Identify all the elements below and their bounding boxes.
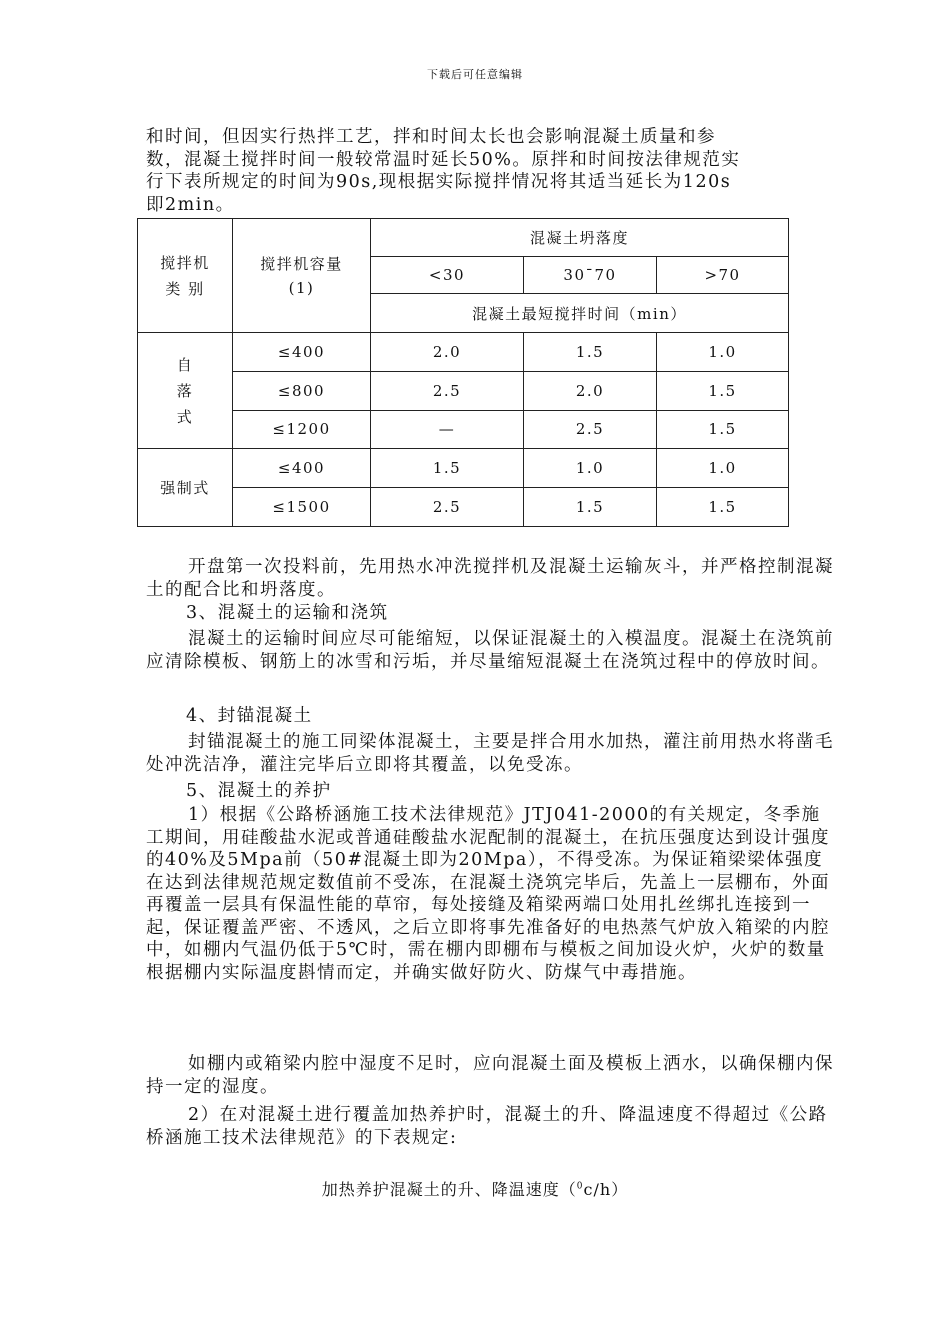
group-forced: 强制式 [138, 449, 233, 527]
intro-line: 数，混凝土搅拌时间一般较常温时延长50%。原拌和时间按法律规范实 [146, 149, 741, 170]
section-heading-curing: 5、混凝土的养护 [186, 781, 332, 801]
time-cell: 1.0 [657, 333, 789, 372]
capacity-cell: ≤800 [233, 371, 371, 410]
header-mixer-capacity: 搅拌机容量 (1) [233, 219, 371, 333]
time-cell: 2.0 [524, 371, 657, 410]
time-cell: 1.5 [371, 449, 524, 488]
mixing-time-table [137, 218, 789, 527]
intro-line: 和时间，但因实行热拌工艺，拌和时间太长也会影响混凝土质量和参 [146, 127, 716, 147]
table-row [138, 333, 789, 372]
table-caption [0, 1177, 950, 1200]
intro-paragraph [146, 126, 836, 216]
header-slump: 混凝土坍落度 [371, 219, 789, 257]
capacity-cell: ≤1500 [233, 488, 371, 527]
capacity-cell: ≤1200 [233, 410, 371, 449]
table-row [138, 410, 789, 449]
caption-suffix: c/h） [583, 1180, 629, 1199]
slump-range: <30 [371, 256, 524, 294]
section-heading-anchor: 4、封锚混凝土 [186, 706, 313, 726]
caption-superscript: 0 [576, 1181, 584, 1192]
table-row [138, 449, 789, 488]
slump-range: 30¯70 [524, 256, 657, 294]
paragraph-curing-humidity: 如棚内或箱梁内腔中湿度不足时，应向混凝土面及模板上洒水，以确保棚内保持一定的湿度。 [146, 1054, 834, 1097]
group-free-fall: 自 落 式 [138, 333, 233, 449]
caption-prefix: 加热养护混凝土的升、降温速度（ [321, 1180, 577, 1199]
time-cell: 2.5 [371, 488, 524, 527]
intro-line: 即2min。 [146, 194, 235, 215]
paragraph-curing-2: 2）在对混凝土进行覆盖加热养护时，混凝土的升、降温速度不得超过《公路桥涵施工技术法律规范》的下表规定: [146, 1105, 828, 1148]
intro-line: 行下表所规定的时间为90s,现根据实际搅拌情况将其适当延长为120s [146, 172, 732, 192]
time-cell: 2.0 [371, 333, 524, 372]
capacity-cell: ≤400 [233, 449, 371, 488]
time-cell: 1.5 [657, 410, 789, 449]
table-row [138, 488, 789, 527]
time-cell: 1.5 [657, 488, 789, 527]
time-cell: 2.5 [371, 371, 524, 410]
header-min-time: 混凝土最短搅拌时间（min） [371, 294, 789, 333]
page-header: 下载后可任意编辑 [427, 68, 523, 81]
capacity-cell: ≤400 [233, 333, 371, 372]
time-cell: 2.5 [524, 410, 657, 449]
paragraph-transport: 混凝土的运输时间应尽可能缩短，以保证混凝土的入模温度。混凝土在浇筑前应清除模板、钢筋上的冰雪和污垢，并尽量缩短混凝土在浇筑过程中的停放时间。 [146, 629, 834, 672]
slump-range: >70 [657, 256, 789, 294]
time-cell: 1.5 [524, 333, 657, 372]
paragraph-curing-1: 1）根据《公路桥涵施工技术法律规范》JTJ041-2000的有关规定，冬季施工期间，用硅酸盐水泥或普通硅酸盐水泥配制的混凝土，在抗压强度达到设计强度的40%及5Mpa前（50#混凝土即为20Mpa），不得受冻。为保证箱梁梁体强度在达到法律规范规定数值前不受冻，在混凝土浇筑完毕后，先盖上一层棚布，外面再覆盖一层具有保温性能的草帘，每处接缝及箱梁两端口处用扎丝绑扎连接到一起，保证覆盖严密、不透风，之后立即将事先准备好的电热蒸气炉放入箱梁的内腔中，如棚内气温仍低于5℃时，需在棚内即棚布与模板之间加设火炉，火炉的数量根据棚内实际温度斟情而定，并确实做好防火、防煤气中毒措施。 [146, 805, 830, 983]
section-heading-transport: 3、混凝土的运输和浇筑 [186, 603, 389, 623]
time-cell: 1.5 [657, 371, 789, 410]
time-cell: 1.0 [657, 449, 789, 488]
paragraph-preheat: 开盘第一次投料前，先用热水冲洗搅拌机及混凝土运输灰斗，并严格控制混凝土的配合比和坍落度。 [146, 557, 834, 600]
paragraph-anchor: 封锚混凝土的施工同梁体混凝土，主要是拌合用水加热，灌注前用热水将凿毛处冲洗洁净，灌注完毕后立即将其覆盖，以免受冻。 [146, 732, 834, 775]
table-row [138, 371, 789, 410]
header-mixer-type: 搅拌机 类 别 [138, 219, 233, 333]
time-cell: 1.5 [524, 488, 657, 527]
time-cell: — [371, 410, 524, 449]
time-cell: 1.0 [524, 449, 657, 488]
